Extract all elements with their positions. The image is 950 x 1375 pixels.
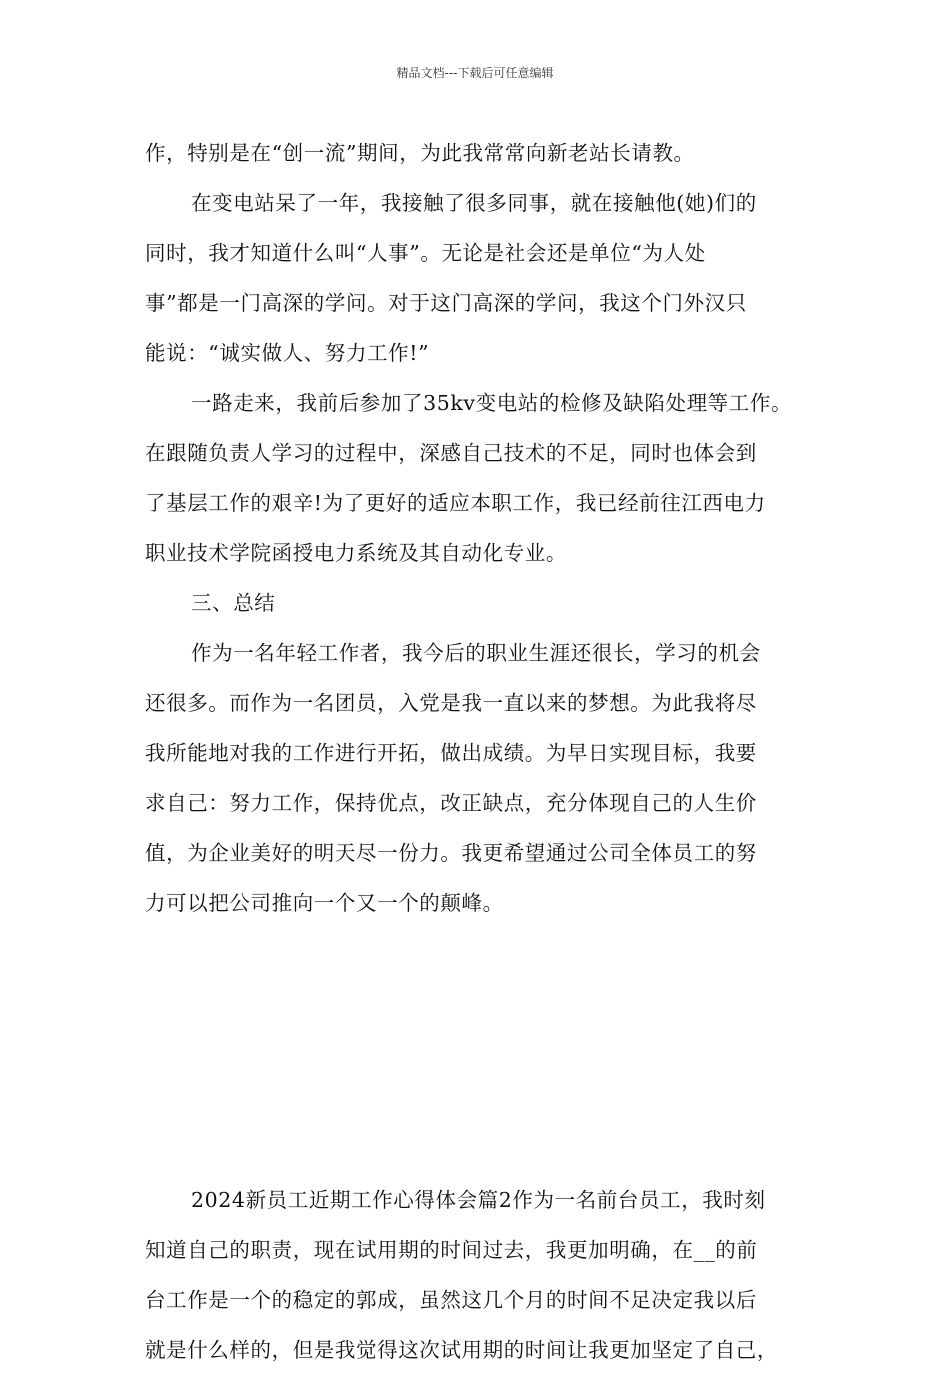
text-line: 台工作是一个的稳定的郭成，虽然这几个月的时间不足决定我以后 (145, 1288, 757, 1312)
text-line: 同时，我才知道什么叫“人事”。无论是社会还是单位“为人处 (145, 241, 706, 265)
text-line: 就是什么样的，但是我觉得这次试用期的时间让我更加坚定了自己， (145, 1338, 778, 1362)
page-header: 精品文档---下载后可任意编辑 (396, 66, 554, 80)
paragraph-first-line: 2024新员工近期工作心得体会篇2作为一名前台员工，我时刻 (191, 1188, 766, 1212)
text-line: 知道自己的职责，现在试用期的时间过去，我更加明确，在__的前 (145, 1238, 758, 1262)
text-line: 事”都是一门高深的学问。对于这门高深的学问，我这个门外汉只 (145, 291, 747, 315)
text-line: 求自己：努力工作，保持优点，改正缺点，充分体现自己的人生价 (145, 791, 757, 815)
paragraph-first-line: 作为一名年轻工作者，我今后的职业生涯还很长，学习的机会 (191, 641, 761, 665)
text-line: 能说：“诚实做人、努力工作!” (145, 341, 430, 365)
section-gap (145, 928, 825, 1175)
text-line: 力可以把公司推向一个又一个的颠峰。 (145, 891, 504, 915)
text-line: 还很多。而作为一名团员，入党是我一直以来的梦想。为此我将尽 (145, 691, 757, 715)
text-line: 值，为企业美好的明天尽一份力。我更希望通过公司全体员工的努 (145, 841, 757, 865)
section-heading: 三、总结 (191, 591, 276, 615)
text-line: 在跟随负责人学习的过程中，深感自己技术的不足，同时也体会到 (145, 441, 757, 465)
paragraph-first-line: 在变电站呆了一年，我接触了很多同事，就在接触他(她)们的 (191, 191, 757, 215)
document-body (145, 128, 825, 1375)
text-line: 了基层工作的艰辛!为了更好的适应本职工作，我已经前往江西电力 (145, 491, 766, 515)
text-line: 职业技术学院函授电力系统及其自动化专业。 (145, 541, 567, 565)
paragraph-first-line: 一路走来，我前后参加了35kv变电站的检修及缺陷处理等工作。 (191, 391, 793, 415)
text-line: 我所能地对我的工作进行开拓，做出成绩。为早日实现目标，我要 (145, 741, 757, 765)
text-line: 作，特别是在“创一流”期间，为此我常常向新老站长请教。 (145, 141, 695, 165)
